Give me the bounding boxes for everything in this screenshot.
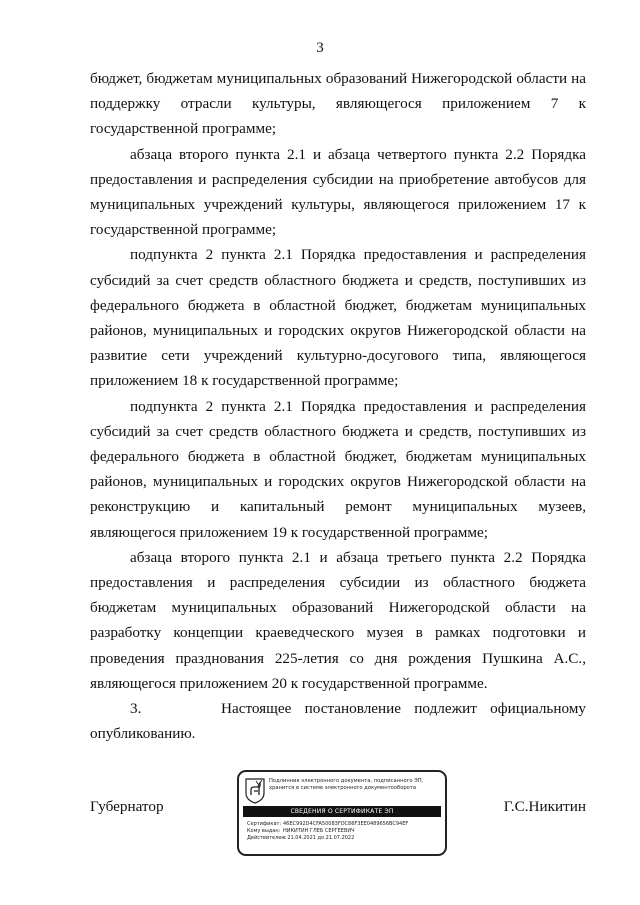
stamp-header-band: СВЕДЕНИЯ О СЕРТИФИКАТЕ ЭП	[243, 806, 441, 817]
page-number: 3	[316, 40, 324, 56]
paragraph-continuation: бюджет, бюджетам муниципальных образований Нижегородской области на поддержку отрасли культуры, являющегося приложением 7 к государственной программе;	[90, 70, 586, 138]
stamp-valid-label: Действителен:	[247, 835, 287, 842]
stamp-owner-value: НИКИТИН ГЛЕБ СЕРГЕЕВИЧ	[283, 828, 355, 835]
stamp-details	[247, 821, 441, 843]
stamp-certificate-value: 46EC992D4CFA50083FDC86F3EE0489656BC94EF	[283, 821, 409, 827]
signatory-title: Губернатор	[90, 798, 164, 815]
electronic-signature-stamp	[237, 770, 447, 856]
paragraph-bus-subsidy: абзаца второго пункта 2.1 и абзаца четвертого пункта 2.2 Порядка предоставления и распределения субсидии на приобретение автобусов для муниципальных учреждений культуры, являющегося приложением 17 к государственной программе;	[90, 145, 586, 239]
nizhny-novgorod-deer-emblem-icon	[245, 778, 265, 804]
stamp-valid-row	[247, 835, 441, 842]
signatory-name: Г.С.Никитин	[503, 798, 586, 815]
paragraph-publication: 3. Настоящее постановление подлежит официальному опубликованию.	[90, 700, 586, 743]
stamp-owner-label: Кому выдан:	[247, 828, 281, 835]
stamp-valid-value: с 21.04.2021 до 21.07.2022	[283, 835, 355, 842]
paragraph-museum-repair: подпункта 2 пункта 2.1 Порядка предоставления и распределения субсидий за счет средств областного бюджета и средств, поступивших из федерального бюджета в областной бюджет, бюджетам муниципальных районов, муниципальных и городских округов Нижегородской области на реконструкцию и капитальный ремонт муниципальных музеев, являющегося приложением 19 к государственной программе;	[90, 397, 586, 541]
stamp-certificate-label: Сертификат:	[247, 821, 282, 827]
paragraph-cultural-network: подпункта 2 пункта 2.1 Порядка предоставления и распределения субсидий за счет средств областного бюджета и средств, поступивших из федерального бюджета в областной бюджет, бюджетам муниципальных районов, муниципальных и городских округов Нижегородской области на развитие сети учреждений культурно-досугового типа, являющегося приложением 18 к государственной программе;	[90, 246, 586, 390]
paragraph-museum-concept: абзаца второго пункта 2.1 и абзаца третьего пункта 2.2 Порядка предоставления и распределения субсидии из областного бюджета бюджетам муниципальных образований Нижегородской области на разработку концепции краеведческого музея в рамках подготовки и проведения празднования 225-летия со дня рождения Пушкина А.С., являющегося приложением 20 к государственной программе.	[90, 548, 586, 692]
document-body	[90, 66, 586, 746]
stamp-note: Подлинник электронного документа, подписанного ЭП, хранится в системе электронного документооборота	[269, 778, 424, 791]
stamp-certificate-row	[247, 821, 441, 828]
